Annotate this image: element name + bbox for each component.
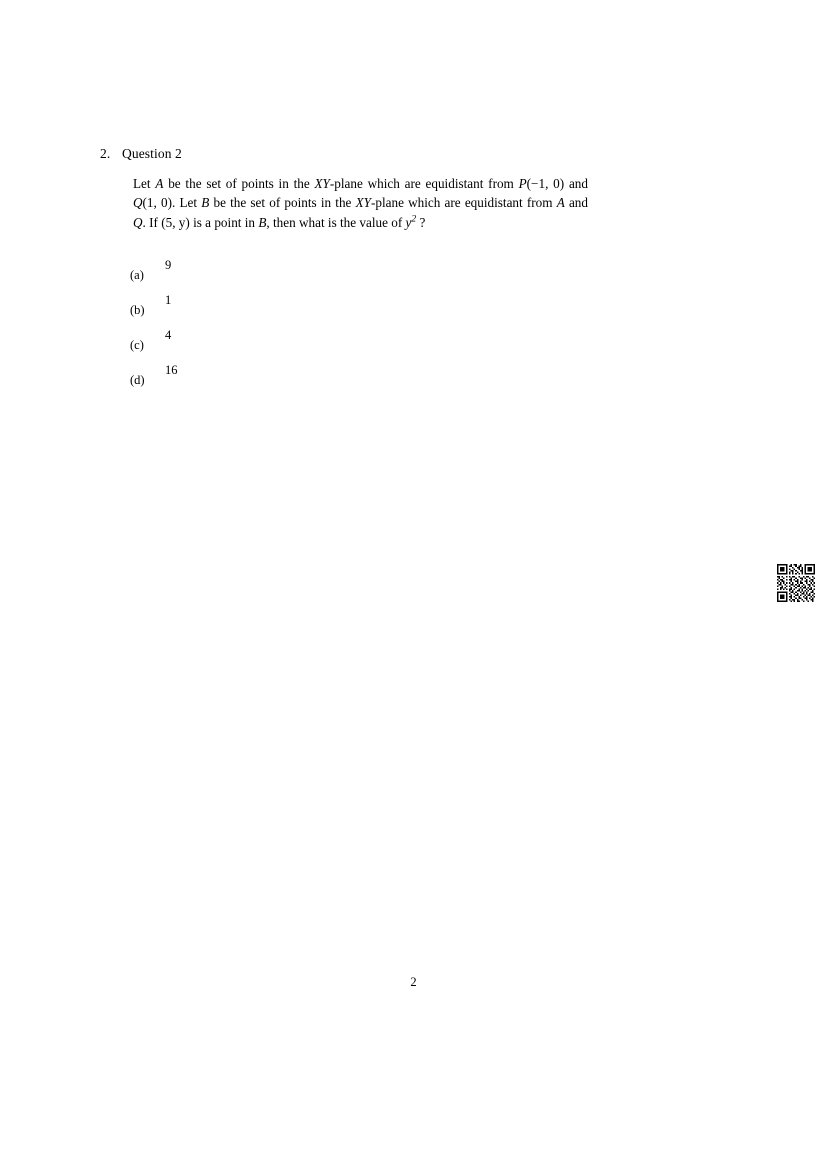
math-point-q: Q bbox=[133, 195, 143, 211]
option-a[interactable] bbox=[130, 258, 700, 293]
option-b-label: (b) bbox=[130, 302, 145, 317]
math-y-squared-base: y bbox=[405, 214, 412, 230]
math-var-q-2: Q bbox=[133, 214, 143, 230]
option-b[interactable] bbox=[130, 293, 700, 328]
page-number: 2 bbox=[410, 975, 417, 989]
math-point-p-coords: (−1, 0) bbox=[526, 176, 565, 191]
question-number: 2. bbox=[100, 146, 111, 161]
math-point-p: P bbox=[518, 176, 527, 191]
text-fragment: ? bbox=[416, 214, 426, 230]
math-xy-plane-2: XY bbox=[355, 195, 371, 211]
math-xy-plane-1: XY bbox=[314, 176, 330, 191]
option-a-value: 9 bbox=[165, 257, 172, 272]
option-b-value: 1 bbox=[165, 292, 172, 307]
option-d-value: 16 bbox=[165, 362, 178, 377]
text-fragment: be the set of points in the bbox=[163, 176, 315, 191]
text-fragment: -plane which are equidistant from bbox=[329, 176, 519, 191]
math-point-5y: (5, y) bbox=[161, 214, 190, 230]
qr-code-icon bbox=[777, 564, 815, 602]
text-fragment: , then what is the value of bbox=[266, 214, 406, 230]
option-c-value: 4 bbox=[165, 327, 172, 342]
question-text bbox=[133, 174, 588, 232]
text-fragment: is a point in bbox=[189, 214, 259, 230]
question-heading bbox=[100, 146, 700, 162]
text-fragment: and bbox=[564, 195, 588, 211]
text-fragment: -plane which are equidistant from bbox=[370, 195, 557, 211]
option-a-label: (a) bbox=[130, 267, 144, 282]
math-var-b-2: B bbox=[258, 214, 267, 230]
option-c[interactable] bbox=[130, 328, 700, 363]
text-fragment: . If bbox=[142, 214, 162, 230]
option-d[interactable] bbox=[130, 363, 700, 398]
text-fragment: . Let bbox=[171, 195, 202, 211]
text-fragment: be the set of points in the bbox=[209, 195, 356, 211]
question-title: Question 2 bbox=[122, 146, 182, 161]
option-d-label: (d) bbox=[130, 372, 145, 387]
math-y-squared-exponent: 2 bbox=[411, 214, 417, 225]
question-block bbox=[100, 146, 700, 398]
math-point-q-coords: (1, 0) bbox=[142, 195, 172, 211]
option-c-label: (c) bbox=[130, 337, 144, 352]
text-fragment: and bbox=[564, 176, 588, 191]
math-var-a-2: A bbox=[556, 195, 565, 211]
text-fragment: Let bbox=[133, 176, 156, 191]
answer-options bbox=[130, 258, 700, 398]
math-var-b: B bbox=[201, 195, 210, 211]
math-var-a: A bbox=[155, 176, 164, 191]
